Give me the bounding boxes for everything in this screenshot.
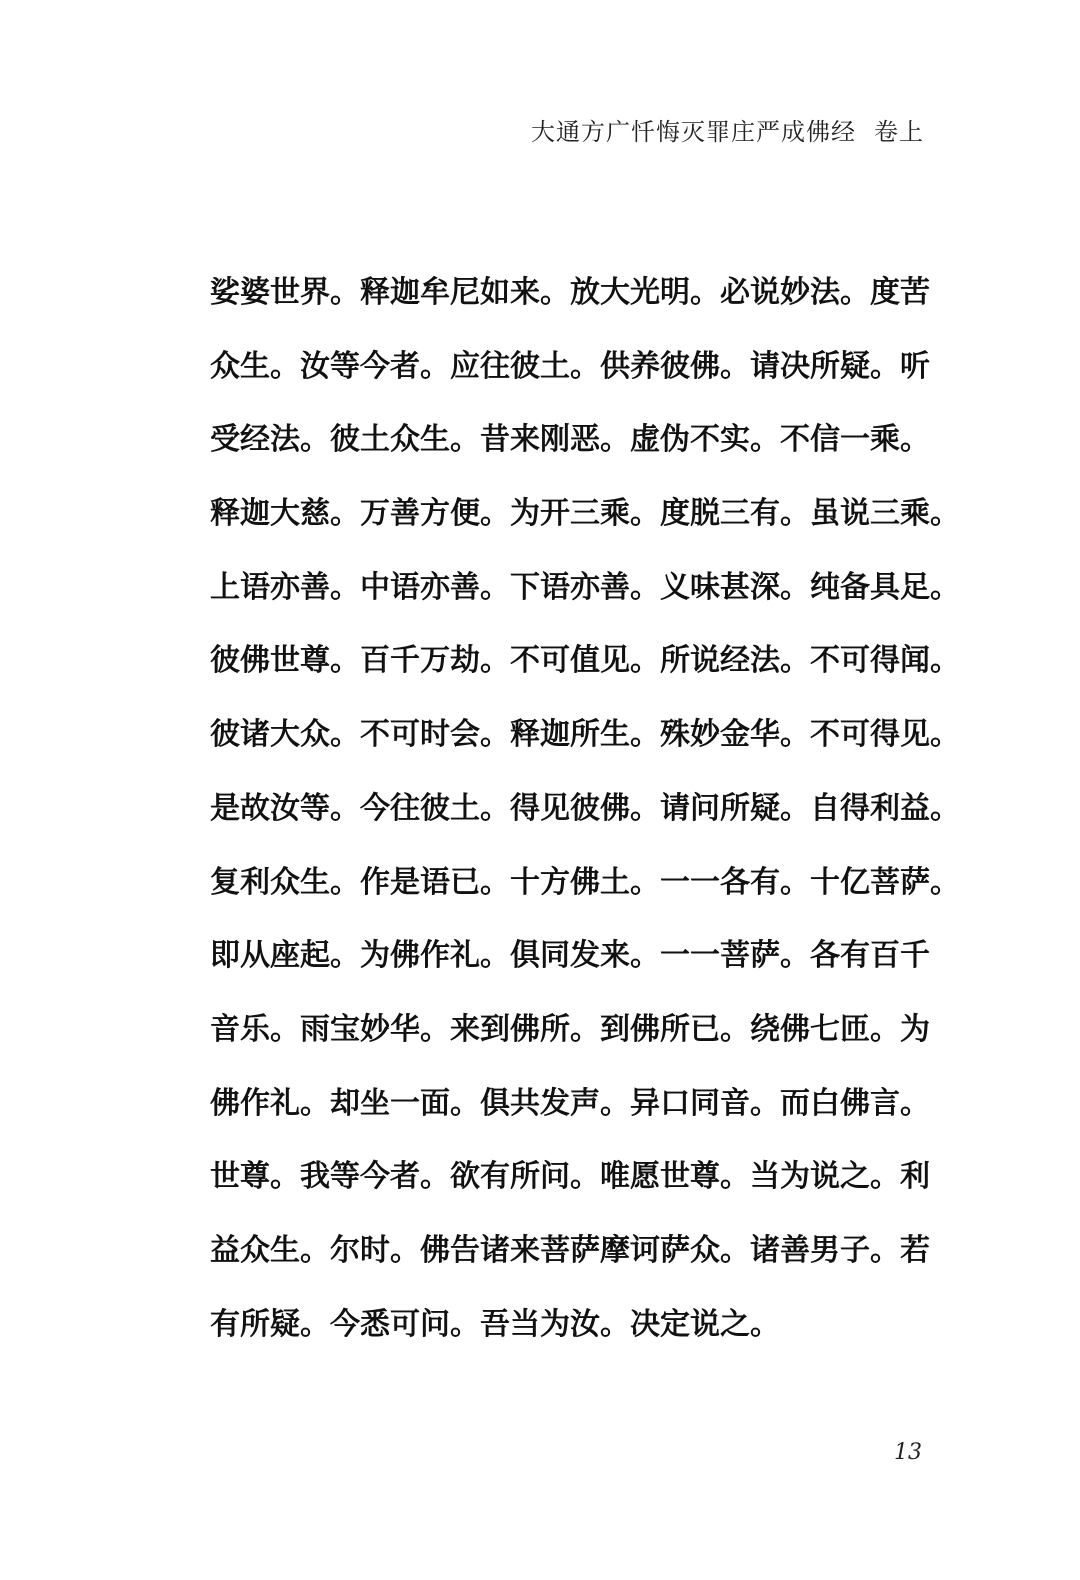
text-line: 有所疑。今悉可问。吾当为汝。决定说之。 xyxy=(210,1306,780,1342)
text-line: 音乐。雨宝妙华。来到佛所。到佛所已。绕佛七匝。为 xyxy=(210,1011,930,1047)
text-line: 众生。汝等今者。应往彼土。供养彼佛。请决所疑。听 xyxy=(210,348,930,384)
text-line: 彼诸大众。不可时会。释迦所生。殊妙金华。不可得见。 xyxy=(210,717,960,753)
text-line: 上语亦善。中语亦善。下语亦善。义味甚深。纯备具足。 xyxy=(210,569,960,605)
text-line: 复利众生。作是语已。十方佛土。一一各有。十亿菩萨。 xyxy=(210,864,960,900)
text-line: 佛作礼。却坐一面。俱共发声。异口同音。而白佛言。 xyxy=(210,1085,930,1121)
book-title: 大通方广忏悔灭罪庄严成佛经 xyxy=(531,118,856,146)
scripture-text xyxy=(210,268,960,1373)
page-number: 13 xyxy=(894,1440,922,1465)
text-line: 彼佛世尊。百千万劫。不可值见。所说经法。不可得闻。 xyxy=(210,643,960,679)
text-line: 即从座起。为佛作礼。俱同发来。一一菩萨。各有百千 xyxy=(210,938,930,974)
text-line: 受经法。彼土众生。昔来刚恶。虚伪不实。不信一乘。 xyxy=(210,422,930,458)
running-header xyxy=(531,112,924,147)
text-line: 释迦大慈。万善方便。为开三乘。度脱三有。虽说三乘。 xyxy=(210,496,960,532)
text-line: 益众生。尔时。佛告诸来菩萨摩诃萨众。诸善男子。若 xyxy=(210,1232,930,1268)
text-line: 娑婆世界。释迦牟尼如来。放大光明。必说妙法。度苦 xyxy=(210,275,930,310)
text-line: 是故汝等。今往彼土。得见彼佛。请问所疑。自得利益。 xyxy=(210,790,960,826)
volume-label: 卷上 xyxy=(874,118,924,146)
text-line: 世尊。我等今者。欲有所问。唯愿世尊。当为说之。利 xyxy=(210,1159,930,1195)
